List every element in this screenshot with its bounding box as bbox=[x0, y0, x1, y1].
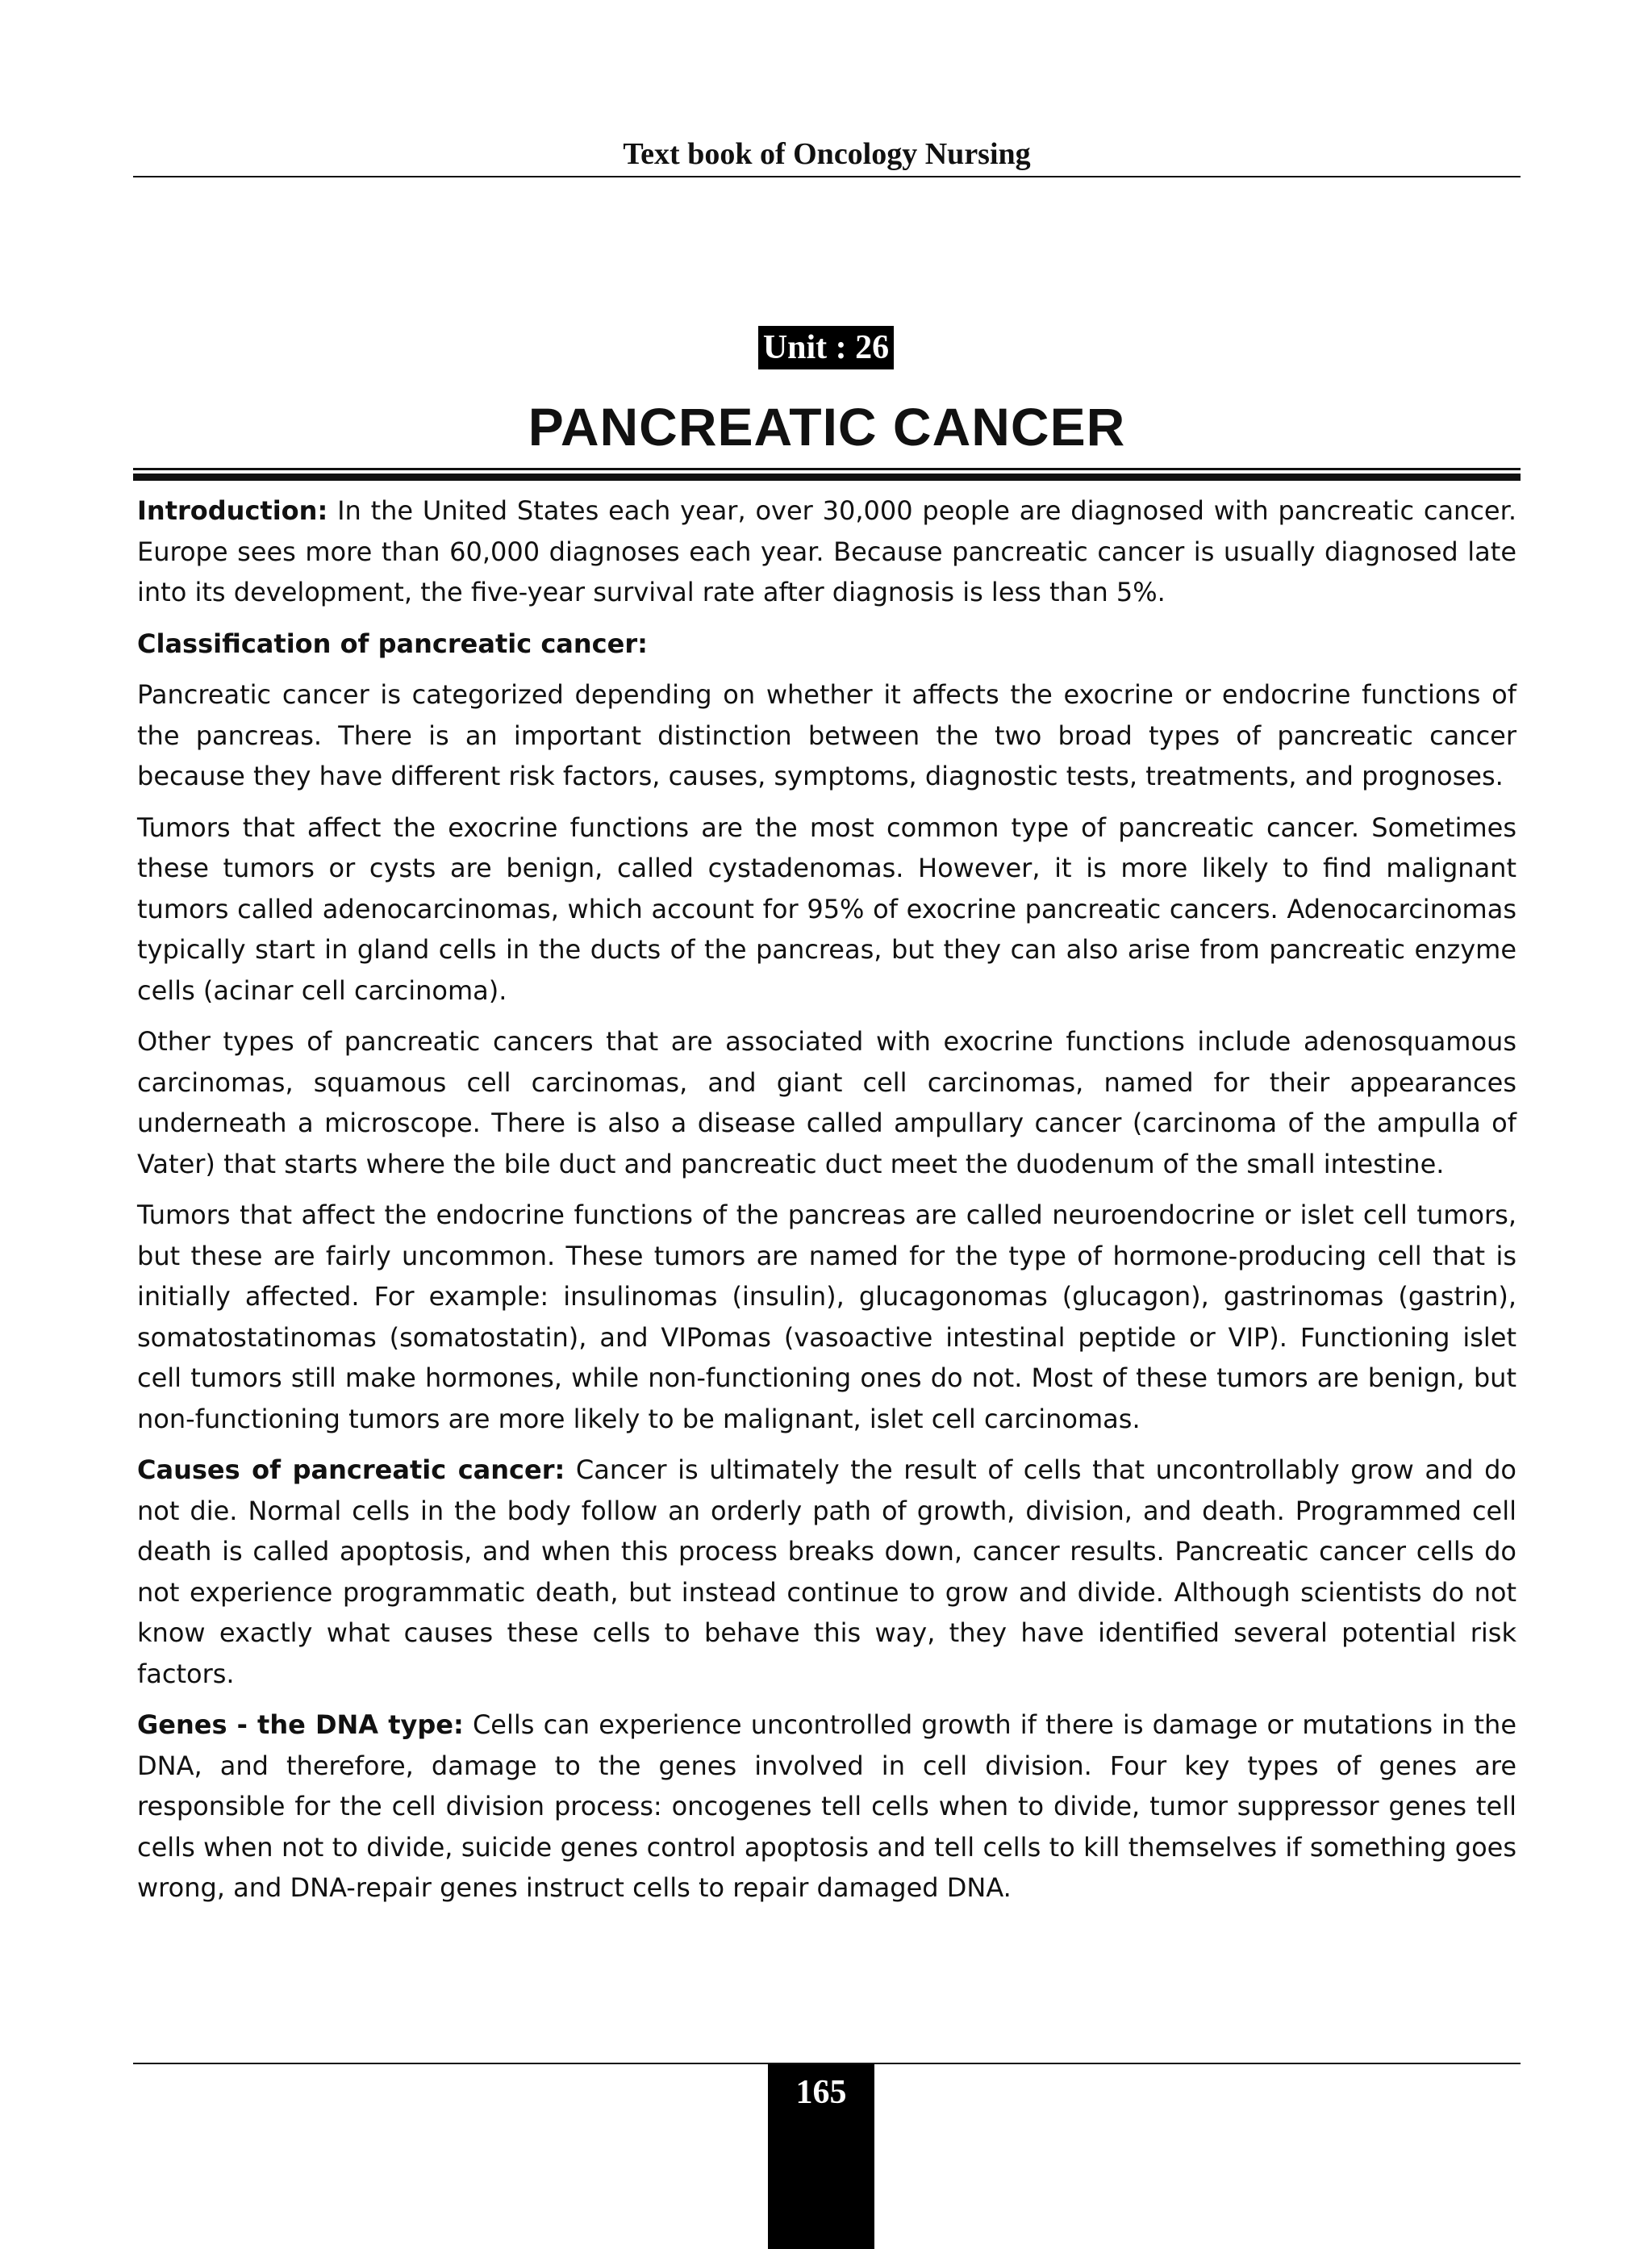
introduction-paragraph bbox=[137, 490, 1516, 613]
introduction-text: In the United States each year, over 30,000 people are diagnosed with pancreatic cancer. Europe sees more than 60,000 diagnoses each year. Because pancreatic cancer is usually diagnosed late into its development, the five-year survival rate after diagnosis is less than 5%. bbox=[137, 495, 1517, 607]
header-rule bbox=[133, 176, 1521, 177]
classification-paragraph-3: Other types of pancreatic cancers that are associated with exocrine functions include adenosquamous carcinomas, squamous cell carcinomas, and giant cell carcinomas, named for their appearances underneath a microscope. There is also a disease called ampullary cancer (carcinoma of the ampulla of Vater) that starts where the bile duct and pancreatic duct meet the duodenum of the small intestine. bbox=[137, 1026, 1516, 1179]
classification-paragraph-2: Tumors that affect the exocrine functions are the most common type of pancreatic cancer. Sometimes these tumors or cysts are benign, called cystadenomas. However, it is more likely to find malignant tumors called adenocarcinomas, which account for 95% of exocrine pancreatic cancers. Adenocarcinomas typically start in gland cells in the ducts of the pancreas, but they can also arise from pancreatic enzyme cells (acinar cell carcinoma). bbox=[137, 812, 1516, 1006]
causes-text: Cancer is ultimately the result of cells that uncontrollably grow and do not die. Normal cells in the body follow an orderly path of growth, division, and death. Programmed cell death is called apoptosis, and when this process breaks down, cancer results. Pancreatic cancer cells do not experience programmatic death, but instead continue to grow and divide. Although scientists do not know exactly what causes these cells to behave this way, they have identified several potential risk factors. bbox=[137, 1454, 1517, 1689]
title-rule-thick bbox=[133, 474, 1521, 481]
title-rule bbox=[133, 468, 1521, 482]
genes-paragraph bbox=[137, 1704, 1516, 1909]
genes-text: Cells can experience uncontrolled growth if there is damage or mutations in the DNA, and therefore, damage to the genes involved in cell division. Four key types of genes are responsible for the cell division process: oncogenes tell cells when to divide, tumor suppressor genes tell cells when not to divide, suicide genes control apoptosis and tell cells to kill themselves if something goes wrong, and DNA-repair genes instruct cells to repair damaged DNA. bbox=[137, 1709, 1517, 1903]
page-number: 165 bbox=[768, 2064, 874, 2249]
running-header: Text book of Oncology Nursing bbox=[623, 137, 1031, 171]
classification-paragraph-4: Tumors that affect the endocrine functions of the pancreas are called neuroendocrine or islet cell tumors, but these are fairly uncommon. These tumors are named for the type of hormone-producing cell that is initially affected. For example: insulinomas (insulin), glucagonomas (glucagon), gastrinomas (gastrin), somatostatinomas (somatostatin), and VIPomas (vasoactive intestinal peptide or VIP). Functioning islet cell tumors still make hormones, while non-functioning ones do not. Most of these tumors are benign, but non-functioning tumors are more likely to be malignant, islet cell carcinomas. bbox=[137, 1200, 1516, 1434]
body-content bbox=[137, 490, 1516, 1919]
genes-heading: Genes - the DNA type: bbox=[137, 1709, 464, 1740]
unit-badge bbox=[0, 326, 1652, 369]
chapter-title: PANCREATIC CANCER bbox=[528, 397, 1126, 457]
classification-heading: Classification of pancreatic cancer: bbox=[137, 628, 648, 659]
title-rule-thin bbox=[133, 468, 1521, 470]
classification-paragraph-1: Pancreatic cancer is categorized depending on whether it affects the exocrine or endocrine functions of the pancreas. There is an important distinction between the two broad types of pancreatic cancer because they have different risk factors, causes, symptoms, diagnostic tests, treatments, and prognoses. bbox=[137, 679, 1516, 791]
introduction-heading: Introduction: bbox=[137, 495, 328, 526]
unit-label: Unit : 26 bbox=[758, 326, 894, 369]
causes-heading: Causes of pancreatic cancer: bbox=[137, 1454, 565, 1485]
causes-paragraph bbox=[137, 1450, 1516, 1694]
